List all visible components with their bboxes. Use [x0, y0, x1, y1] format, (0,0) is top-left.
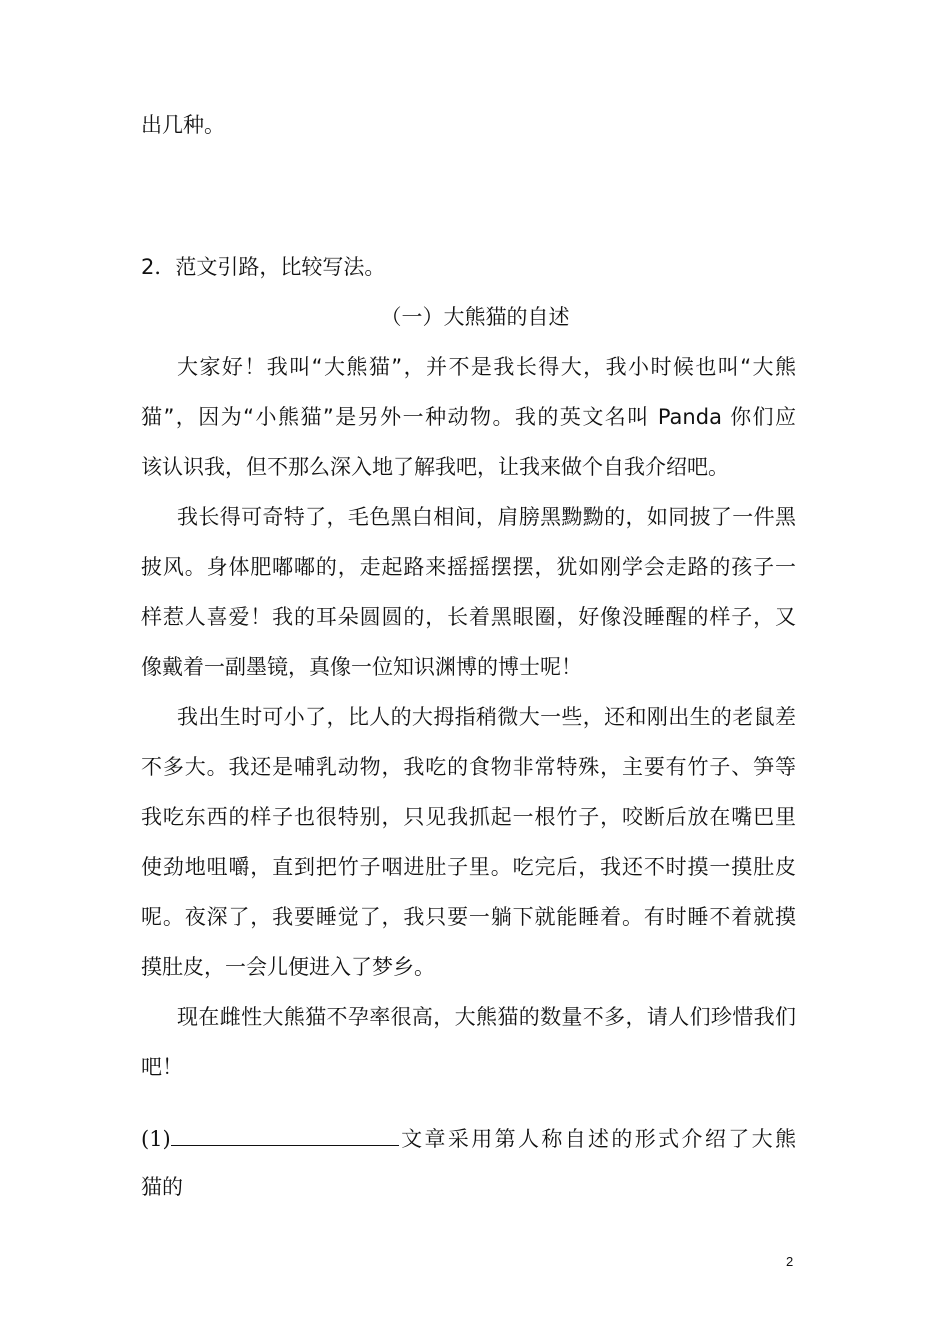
paragraph-3-line-4: 使劲地咀嚼，直到把竹子咽进肚子里。吃完后，我还不时摸一摸肚皮 — [141, 855, 796, 879]
paragraph-2-line-3: 样惹人喜爱！我的耳朵圆圆的，长着黑眼圈，好像没睡醒的样子，又 — [141, 605, 796, 629]
paragraph-1-line-1: 大家好！我叫“大熊猫”，并不是我长得大，我小时候也叫“大熊 — [177, 355, 796, 379]
page-number: 2 — [786, 1254, 794, 1269]
question-1-text: 文章采用第人称自述的形式介绍了大熊 — [398, 1127, 796, 1151]
intro-tail-text: 出几种。 — [141, 113, 225, 137]
paragraph-2-line-1: 我长得可奇特了，毛色黑白相间，肩膀黑黝黝的，如同披了一件黑 — [177, 505, 796, 529]
paragraph-1-line-3: 该认识我，但不那么深入地了解我吧，让我来做个自我介绍吧。 — [141, 455, 729, 479]
paragraph-2-line-2: 披风。身体肥嘟嘟的，走起路来摇摇摆摆，犹如刚学会走路的孩子一 — [141, 555, 796, 579]
essay-title: （一）大熊猫的自述 — [380, 305, 570, 329]
question-1-number: (1) — [141, 1127, 171, 1151]
section-heading: 2．范文引路，比较写法。 — [141, 255, 386, 279]
paragraph-2-line-4: 像戴着一副墨镜，真像一位知识渊博的博士呢！ — [141, 655, 582, 679]
paragraph-4-line-1: 现在雌性大熊猫不孕率很高，大熊猫的数量不多，请人们珍惜我们 — [177, 1005, 796, 1029]
paragraph-3-line-2: 不多大。我还是哺乳动物，我吃的食物非常特殊，主要有竹子、笋等 — [141, 755, 796, 779]
paragraph-3-line-6: 摸肚皮，一会儿便进入了梦乡。 — [141, 955, 435, 979]
paragraph-3-line-5: 呢。夜深了，我要睡觉了，我只要一躺下就能睡着。有时睡不着就摸 — [141, 905, 796, 929]
question-1-continuation: 猫的 — [141, 1175, 183, 1199]
answer-blank[interactable] — [171, 1125, 399, 1146]
paragraph-1-line-2: 猫”，因为“小熊猫”是另外一种动物。我的英文名叫 Panda 你们应 — [141, 405, 796, 429]
paragraph-3-line-1: 我出生时可小了，比人的大拇指稍微大一些，还和刚出生的老鼠差 — [177, 705, 796, 729]
paragraph-4-line-2: 吧！ — [141, 1055, 183, 1079]
paragraph-3-line-3: 我吃东西的样子也很特别，只见我抓起一根竹子，咬断后放在嘴巴里 — [141, 805, 796, 829]
question-1 — [141, 1125, 796, 1153]
